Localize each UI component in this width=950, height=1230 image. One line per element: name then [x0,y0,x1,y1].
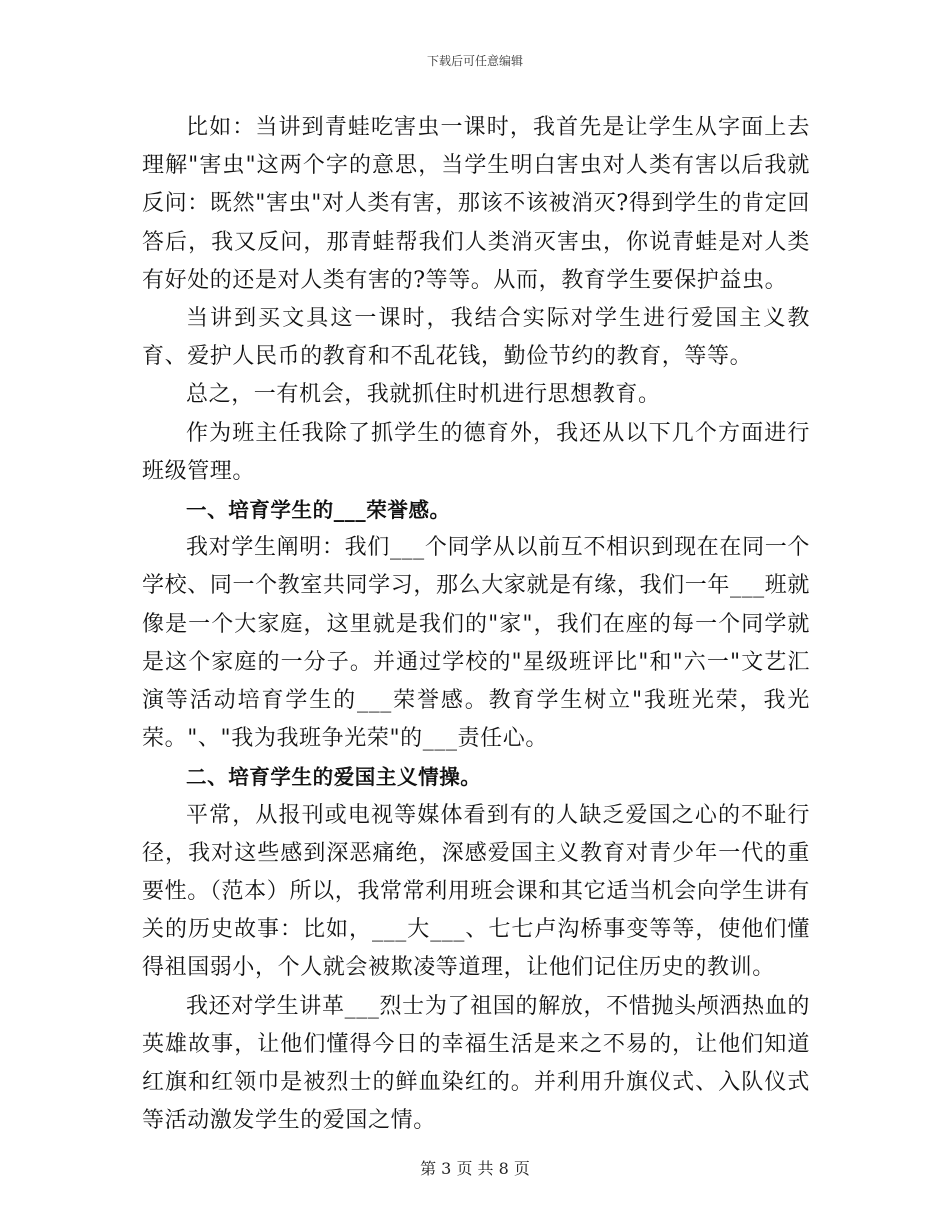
paragraph: 作为班主任我除了抓学生的德育外，我还从以下几个方面进行班级管理。 [142,420,810,484]
paragraph: 我还对学生讲革___烈士为了祖国的解放，不惜抛头颅洒热血的英雄故事，让他们懂得今日的幸福生活是来之不易的，让他们知道红旗和红领巾是被烈士的鲜血染红的。并利用升旗仪式、入队仪式等活动激发学生的爱国之情。 [142,993,810,1134]
paragraph: 我对学生阐明：我们___个同学从以前互不相识到现在在同一个学校、同一个教室共同学习，那么大家就是有缘，我们一年___班就像是一个大家庭，这里就是我们的"家"，我们在座的每一个同学就是这个家庭的一分子。并通过学校的"星级班评比"和"六一"文艺汇演等活动培育学生的___荣誉感。教育学生树立"我班光荣，我光荣。"、"我为我班争光荣"的___责任心。 [142,535,810,752]
paragraph: 比如：当讲到青蛙吃害虫一课时，我首先是让学生从字面上去理解"害虫"这两个字的意思，当学生明白害虫对人类有害以后我就反问：既然"害虫"对人类有害，那该不该被消灭?得到学生的肯定回答后，我又反问，那青蛙帮我们人类消灭害虫，你说青蛙是对人类有好处的还是对人类有害的?等等。从而，教育学生要保护益虫。 [142,115,810,293]
paragraph: 平常，从报刊或电视等媒体看到有的人缺乏爱国之心的不耻行径，我对这些感到深恶痛绝，深感爱国主义教育对青少年一代的重要性。（范本）所以，我常常利用班会课和其它适当机会向学生讲有关的历史故事：比如，___大___、七七卢沟桥事变等等，使他们懂得祖国弱小，个人就会被欺凌等道理，让他们记住历史的教训。 [142,802,810,981]
page-header: 下载后可任意编辑 [426,54,523,68]
paragraph: 当讲到买文具这一课时，我结合实际对学生进行爱国主义教育、爱护人民币的教育和不乱花钱，勤俭节约的教育，等等。 [142,306,810,370]
paragraph: 总之，一有机会，我就抓住时机进行思想教育。 [186,382,661,408]
section-heading: 二、培育学生的爱国主义情操。 [186,765,482,790]
page-number: 第 3 页 共 8 页 [420,1159,530,1178]
document-body [142,109,810,1140]
section-heading: 一、培育学生的___荣誉感。 [186,498,451,523]
